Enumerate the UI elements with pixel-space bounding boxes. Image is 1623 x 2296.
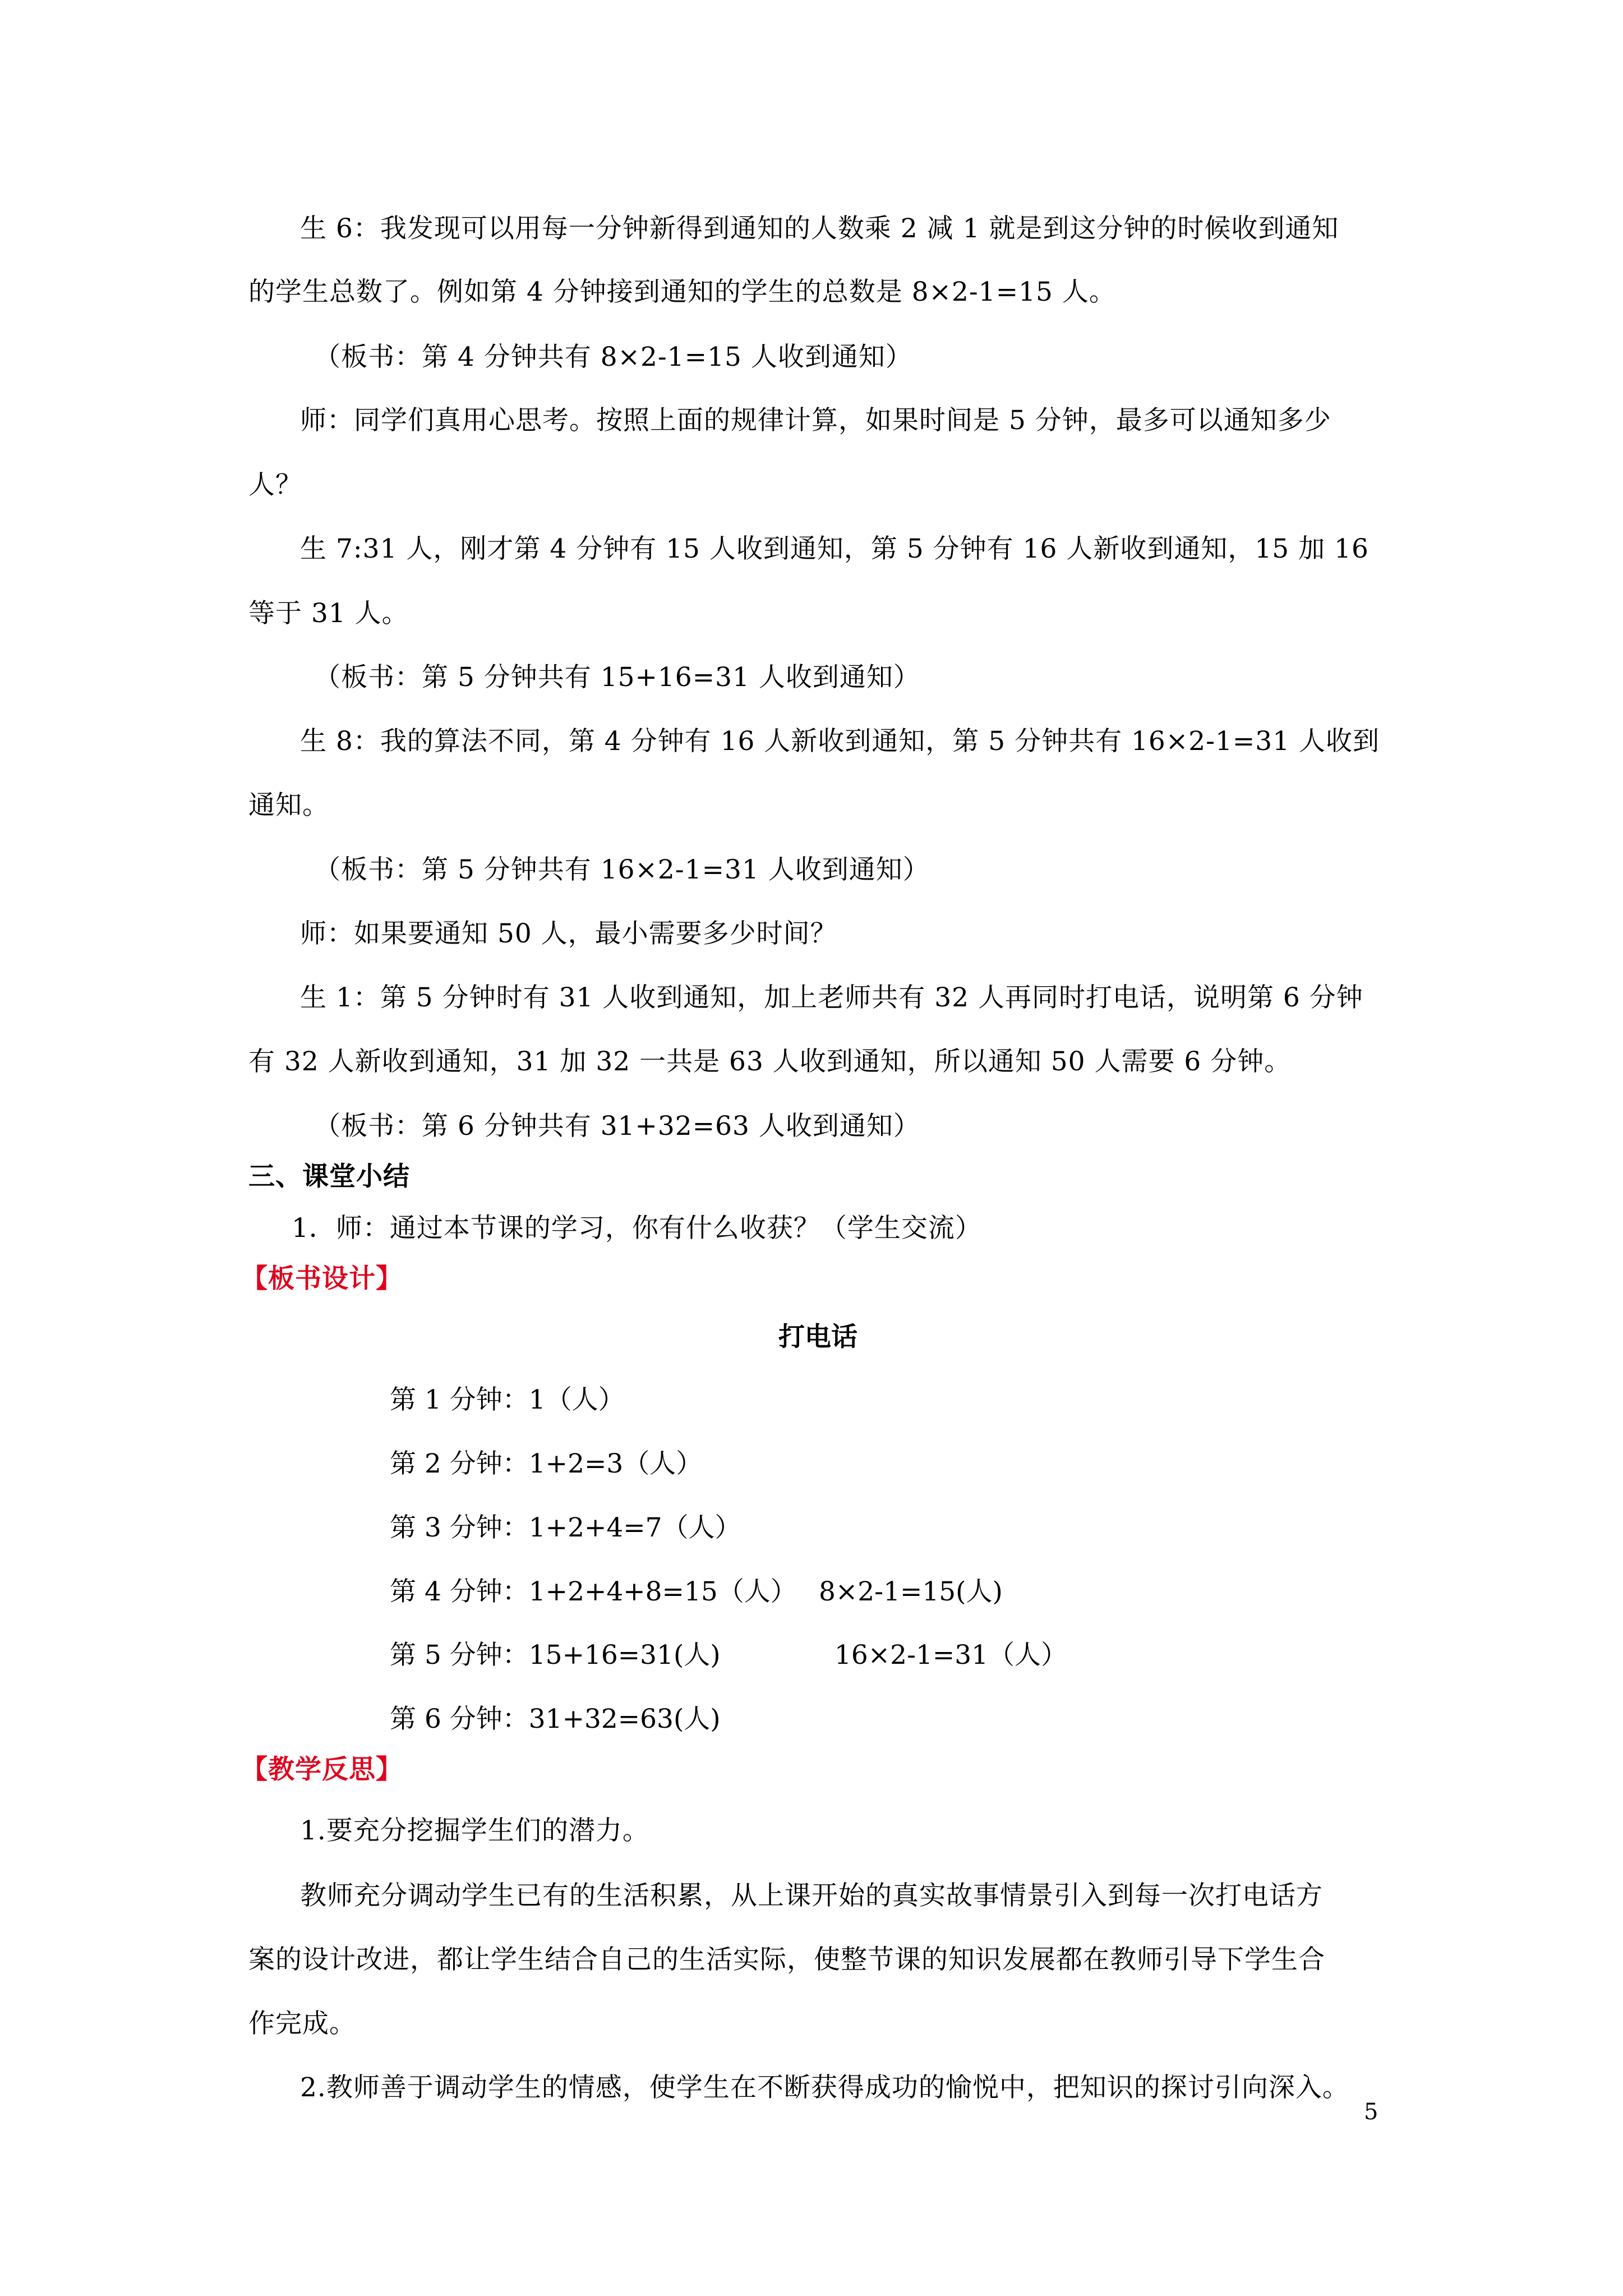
reflection-item1: 1.要充分挖掘学生们的潜力。 [300, 1815, 649, 1846]
board-design-heading: 【板书设计】 [241, 1263, 403, 1294]
paragraph-s1-line1: 生 1：第 5 分钟时有 31 人收到通知，加上老师共有 32 人再同时打电话，说明第 6 分钟 [300, 982, 1363, 1013]
board-row-5-alt: 16×2-1=31（人） [834, 1640, 1068, 1671]
reflection-para1-line1: 教师充分调动学生已有的生活积累，从上课开始的真实故事情景引入到每一次打电话方 [300, 1880, 1323, 1911]
paragraph-s8-line2: 通知。 [248, 790, 329, 821]
summary-heading: 三、课堂小结 [248, 1161, 410, 1192]
board-row-1: 第 1 分钟：1（人） [390, 1384, 625, 1415]
board-note-5b: （板书：第 5 分钟共有 16×2-1=31 人收到通知） [314, 854, 930, 885]
paragraph-teacher-line1: 师：同学们真用心思考。按照上面的规律计算，如果时间是 5 分钟，最多可以通知多少 [300, 405, 1331, 436]
board-row-5: 第 5 分钟：15+16=31(人) [390, 1640, 721, 1671]
board-design-title: 打电话 [778, 1322, 857, 1352]
paragraph-s8-line1: 生 8：我的算法不同，第 4 分钟有 16 人新收到通知，第 5 分钟共有 16×2-1=31 人收到 [300, 726, 1380, 757]
board-row-3: 第 3 分钟：1+2+4=7（人） [390, 1512, 741, 1543]
board-note-5a: （板书：第 5 分钟共有 15+16=31 人收到通知） [314, 662, 920, 693]
reflection-item2: 2.教师善于调动学生的情感，使学生在不断获得成功的愉悦中，把知识的探讨引向深入。 [300, 2072, 1349, 2103]
board-row-4: 第 4 分钟：1+2+4+8=15（人） [390, 1576, 797, 1607]
paragraph-s1-line2: 有 32 人新收到通知，31 加 32 一共是 63 人收到通知，所以通知 50 人需要 6 分钟。 [248, 1046, 1292, 1077]
paragraph-s7-line1: 生 7:31 人，刚才第 4 分钟有 15 人收到通知，第 5 分钟有 16 人新收到通知，15 加 16 [300, 533, 1369, 564]
board-note-4: （板书：第 4 分钟共有 8×2-1=15 人收到通知） [314, 342, 912, 372]
paragraph-teacher-line2: 人？ [248, 470, 302, 500]
paragraph-teacher2: 师：如果要通知 50 人，最小需要多少时间？ [300, 918, 837, 949]
summary-item: 1．师：通过本节课的学习，你有什么收获？（学生交流） [292, 1213, 982, 1244]
paragraph-s6-line1: 生 6：我发现可以用每一分钟新得到通知的人数乘 2 减 1 就是到这分钟的时候收到通知 [300, 213, 1339, 244]
reflection-para1-line3: 作完成。 [248, 2008, 356, 2039]
board-row-2: 第 2 分钟：1+2=3（人） [390, 1448, 703, 1479]
reflection-heading: 【教学反思】 [241, 1754, 403, 1785]
reflection-para1-line2: 案的设计改进，都让学生结合自己的生活实际，使整节课的知识发展都在教师引导下学生合 [248, 1944, 1325, 1975]
board-note-6: （板书：第 6 分钟共有 31+32=63 人收到通知） [314, 1111, 920, 1142]
board-row-4-alt: 8×2-1=15(人) [819, 1576, 1003, 1607]
board-row-6: 第 6 分钟：31+32=63(人) [390, 1704, 721, 1734]
paragraph-s7-line2: 等于 31 人。 [248, 598, 409, 629]
paragraph-s6-line2: 的学生总数了。例如第 4 分钟接到通知的学生的总数是 8×2-1=15 人。 [248, 277, 1116, 307]
page-number: 5 [1364, 2099, 1378, 2125]
